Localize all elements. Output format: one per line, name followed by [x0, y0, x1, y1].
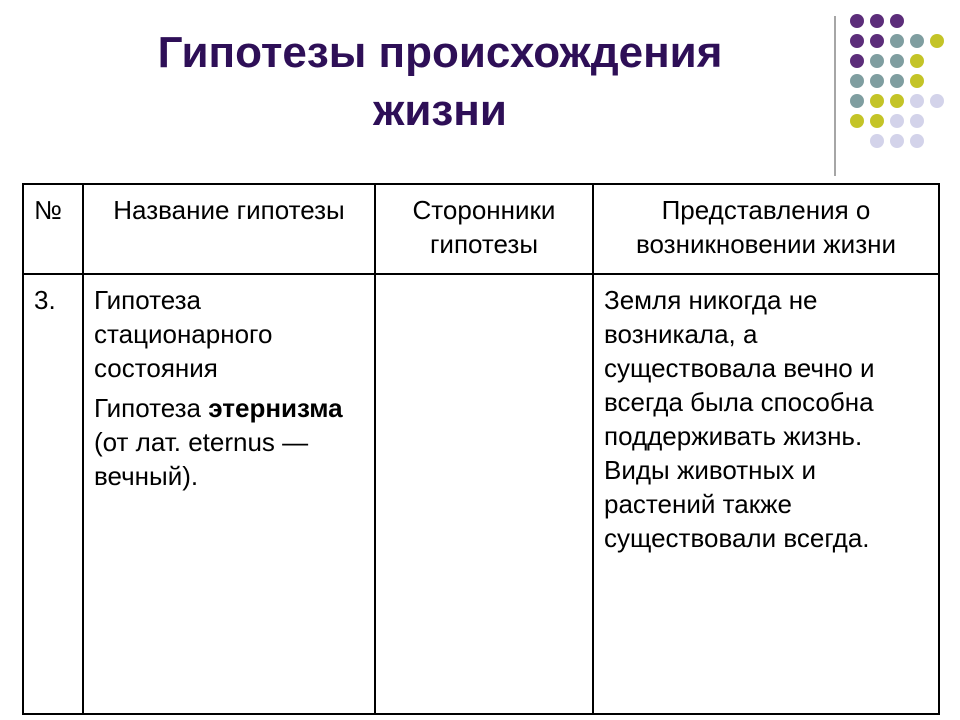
dot-purple [870, 14, 884, 28]
dot-lavender [870, 134, 884, 148]
dot-lavender [910, 114, 924, 128]
header-hypothesis-name: Название гипотезы [83, 184, 375, 274]
header-number: № [23, 184, 83, 274]
dot-purple [850, 34, 864, 48]
dot-gray [850, 94, 864, 108]
table-header-row [23, 184, 939, 274]
dot-purple [890, 14, 904, 28]
dot-gray [890, 74, 904, 88]
cell-number: 3. [23, 274, 83, 714]
dot-olive [890, 94, 904, 108]
dot-purple [850, 14, 864, 28]
decorative-divider-line [834, 16, 836, 176]
slide-title-line-2: жизни [373, 86, 507, 135]
dot-olive [910, 74, 924, 88]
dot-gray [910, 34, 924, 48]
dot-purple [870, 34, 884, 48]
dot-lavender [890, 114, 904, 128]
dot-olive [910, 54, 924, 68]
hypothesis-name-text: Гипотеза стационарного состояния [94, 285, 273, 383]
dot-lavender [910, 134, 924, 148]
slide-title-line-1: Гипотезы происхождения [157, 28, 723, 77]
hypotheses-table [22, 183, 940, 715]
dot-olive [850, 114, 864, 128]
alt-name-term: этернизма [208, 393, 343, 423]
table-row [23, 274, 939, 714]
dot-lavender [930, 94, 944, 108]
dot-gray [870, 54, 884, 68]
dot-lavender [910, 94, 924, 108]
hypothesis-alt-name [94, 391, 364, 493]
dot-olive [870, 114, 884, 128]
dot-gray [850, 74, 864, 88]
header-supporters: Сторонники гипотезы [375, 184, 593, 274]
dot-olive [870, 94, 884, 108]
dot-lavender [890, 134, 904, 148]
dot-gray [890, 34, 904, 48]
dot-purple [850, 54, 864, 68]
dot-gray [890, 54, 904, 68]
cell-supporters [375, 274, 593, 714]
dot-gray [870, 74, 884, 88]
slide-title [60, 24, 820, 140]
alt-name-suffix: (от лат. eternus — вечный). [94, 427, 309, 491]
cell-hypothesis-name [83, 274, 375, 714]
decorative-dot-grid [848, 12, 944, 152]
cell-views: Земля никогда не возникала, а существовала вечно и всегда была способна поддерживать жизнь. Виды животных и растений также существовали всегда. [593, 274, 939, 714]
alt-name-prefix: Гипотеза [94, 393, 209, 423]
header-views: Представления о возникновении жизни [593, 184, 939, 274]
dot-olive [930, 34, 944, 48]
